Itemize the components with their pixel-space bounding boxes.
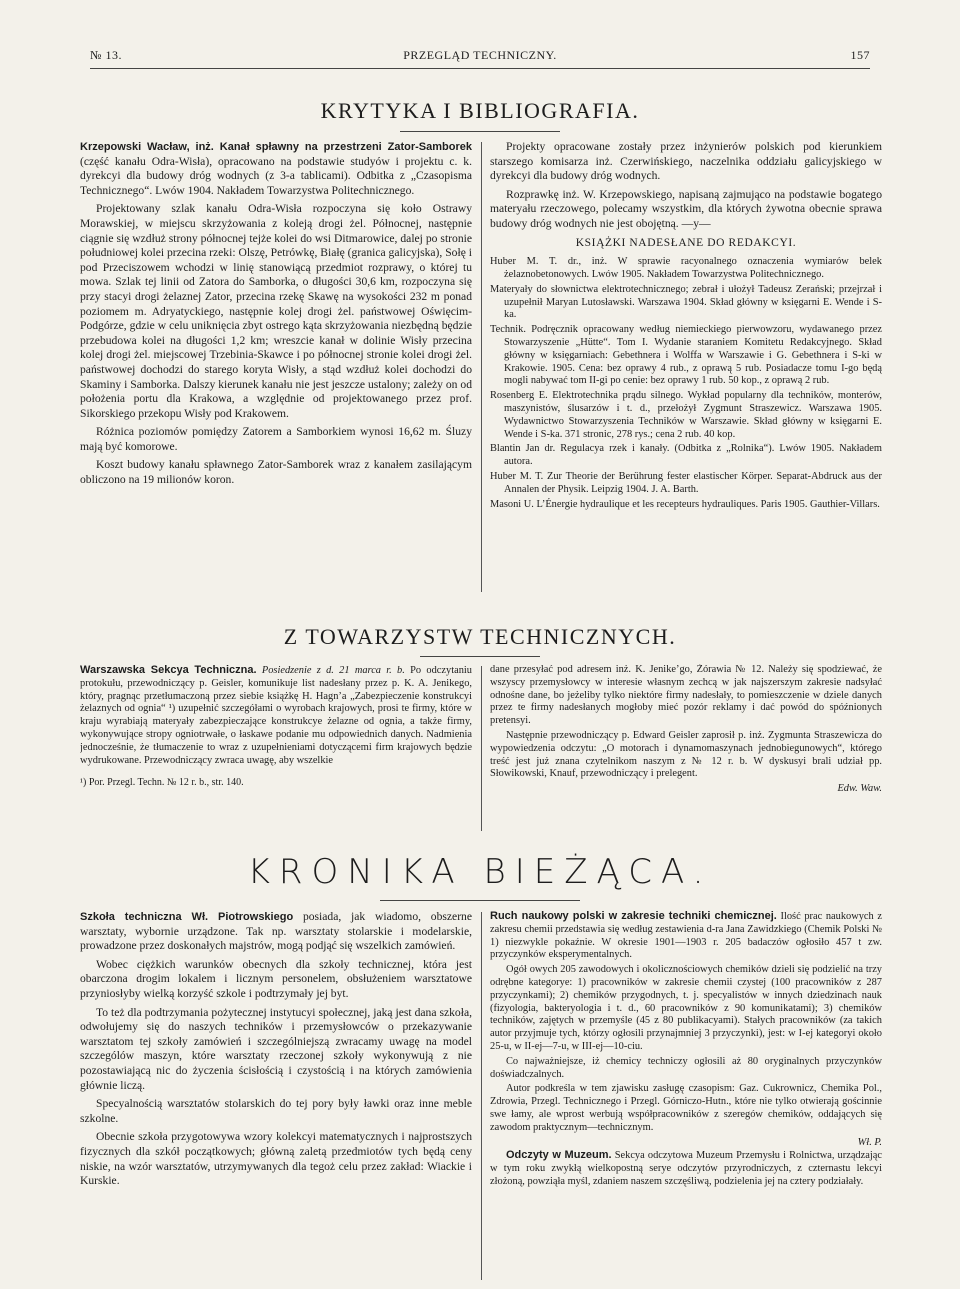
issue-number: № 13. <box>90 48 122 62</box>
news-paragraph: To też dla podtrzymania pożytecznej instytucyi społecznej, jaką jest dana szkoła, odwołujemy się do naszych techników i przemysłowców o przekazywanie warsztatom tej szkoły zamówień i szczególniejszą zwracamy uwagę na model szczególów maszyn, które warsztaty rzeczonej szkoły wykonywują z nie pozostawiającą nic do życzenia ścisłością i czystością i na których zamówienia głównie liczą. <box>80 1005 472 1092</box>
news-paragraph: Specyalnością warsztatów stolarskich do tej pory były ławki oraz inne meble szkolne. <box>80 1097 472 1125</box>
meeting-text: Po odczytaniu protokułu, przewodniczący p. Geisler, komunikuje list nadesłany przez p. K. A. Jenikego, który, pragnąc przetłumaczoną przez siebie książkę H. Hagn’a „Zabezpieczenie konstrukcyi żelaznych od ognia“ ¹) uzupełnić szczegółami o wyrobach krajowych, prosi te firmy, które w kraju wyrabiają materyały zabezpieczające konstrukcye żelazne od ognia, a także firmy, wykonywujące stropy ogniotrwałe, o łaskawe podanie mu odpowiednich danych. Nadmienia jednocześnie, że tłumaczenie to wraz z uzupełnieniami dotyczącemi firm krajowych będzie wydrukowane. Przewodniczący zwraca uwagę, aby wszelkie <box>80 665 472 766</box>
review-paragraph: Różnica poziomów pomiędzy Zatorem a Samborkiem wynosi 16,62 m. Śluzy mają być komorowe. <box>80 425 472 453</box>
book-entry: Technik. Podręcznik opracowany według niemieckiego pierwowzoru, wydawanego przez Stowarzyszenie „Hütte“. Tom I. Wydanie staraniem Komitetu Redakcyjnego. Skład główny w księgarniach: Gebethnera i Wolffa w Warszawie i G. Gebethnera i S-ki w Krakowie. 1905. Cena: bez oprawy 4 rub., z oprawą 5 rub. Posiadacze tomu I-go będą mogli nabywać tom II-gi po cenie: bez oprawy 1 rub. 50 kop., z oprawą 2 rub. <box>490 324 882 387</box>
news-lead: Ruch naukowy polski w zakresie techniki chemicznej. <box>490 910 777 922</box>
meeting-date: Posiedzenie z d. 21 marca r. b. <box>261 665 405 676</box>
journal-title: PRZEGLĄD TECHNICZNY. <box>403 48 557 62</box>
news-paragraph: Wobec ciężkich warunków obecnych dla szkoły technicznej, która jest obarczona drogim lokalem i licznym personelem, obsłużeniem warsztatowe przyniosłyby wielką korzyść szkole i podtrzymały jej byt. <box>80 957 472 1000</box>
section-title-towarzystwa: Z TOWARZYSTW TECHNICZNYCH. <box>283 624 677 649</box>
review-paragraph: Projektowany szlak kanału Odra-Wisła rozpoczyna się koło Ostrawy Morawskiej, w miejscu skrzyżowania z koleją drogi żel. Północnej, następnie ciągnie się wzdłuż strony północnej tejże kolei do wsi Ditmarowice, dalej po stronie południowej kolei przecina rzeki: Olszę, Petrówkę, Białę (granica galicyjska), Sołę i pod Przeciszowem wchodzi w linię stanowiącą przedmiot rozprawy, o której tu mowa. Szlak tej linii od Zatora do Samborka, o długości 30,6 km, rozpoczyna się przy stacyi drogi żelaznej Zator, przecina rzekę Skawę na wysokości 232 m ponad poziomem m. Adryatyckiego, następnie kolej drogi żel. państwowej Oświęcim-Podgórze, gdzie w celu uniknięcia zbyt ostrego kąta skrzyżowania niezbędną będzie przebudowa kolei na długości 1,2 km; wreszcie kanał w dolinie Wisły przecina kolej drogi żel. miejscowej Trzebinia-Skawce i po północnej stronie kolei drogi żel. państwowej dochodzi do starego koryta Wisły, a stąd wzdłuż kolei dochodzi do Skaminy i Samborka. Dalszy kierunek kanału nie jest jeszcze ustalony; zależy on od położenia portu dla Krakowa, a względnie od projektowanego przez prof. Sikorskiego przekopu Wisły pod Krakowem. <box>80 202 472 420</box>
book-entry: Masoni U. L’Énergie hydraulique et les recepteurs hydrauliques. Paris 1905. Gauthier-Villars. <box>490 498 880 510</box>
book-entry: Blantin Jan dr. Regulacya rzek i kanały. (Odbitka z „Rolnika“). Lwów 1905. Nakładem autora. <box>490 443 882 468</box>
book-entry: Huber M. T. dr., inż. W sprawie racyonalnego oznaczenia wymiarów belek żelaznobetonowych. Lwów 1905. Nakładem Towarzystwa Politechnicznego. <box>490 256 882 280</box>
krytyka-left-column <box>80 140 472 595</box>
kronika-left-column <box>80 910 472 1282</box>
books-list <box>490 256 882 511</box>
news-lead: Szkoła techniczna Wł. Piotrowskiego <box>80 911 294 923</box>
review-lead: Krzepowski Wacław, inż. Kanał spławny na przestrzeni Zator-Samborek <box>80 141 472 153</box>
running-head <box>90 48 870 66</box>
section-rule <box>400 131 560 132</box>
towarzystwa-left-column <box>80 664 472 834</box>
review-paragraph: Projekty opracowane zostały przez inżynierów polskich pod kierunkiem starszego komisarza inż. Czerwińskiego, naczelnika oddziału galicyjskiego w dyrekcyi dla budowy dróg wodnych. <box>490 140 882 183</box>
news-paragraph: Obecnie szkoła przygotowywa wzory kolekcyi matematycznych i najprostszych fizycznych dla szkół początkowych; główną zaletą przedmiotów tych będą ceny niskie, na wzór warsztatów, utrzymywanych dla tegoż celu przez zakład: Wiackie i Kurskie. <box>80 1130 472 1188</box>
page-number: 157 <box>850 48 870 62</box>
section-rule <box>380 900 580 901</box>
section-rule <box>420 656 540 657</box>
section-title-krytyka: KRYTYKA I BIBLIOGRAFIA. <box>320 98 640 123</box>
column-divider <box>481 666 482 831</box>
books-heading: KSIĄŻKI NADESŁANE DO REDAKCYI. <box>575 236 797 249</box>
review-paragraph: Rozprawkę inż. W. Krzepowskiego, napisaną zajmująco na podstawie bogatego materyału rzeczowego, polecamy wszystkim, dla których żywotna obecnie sprawa budowy dróg wodnych nie jest obojętną. <box>490 187 882 230</box>
towarzystwa-right-column <box>490 664 882 834</box>
review-paragraph: Koszt budowy kanału spławnego Zator-Samborek wraz z kanałem zasilającym obliczono na 19 milionów koron. <box>80 458 472 487</box>
news-text: posiada, jak wiadomo, obszerne warsztaty, wybornie urządzone. Tak np. warsztaty stolarskie i modelarskie, prowadzone przez doskonałych majstrów, mogą podjąć się wszelkich zamówień. <box>80 910 472 953</box>
meeting-text: dane przesyłać pod adresem inż. K. Jenike’go, Żórawia № 12. Należy się spodziewać, że wszyscy przemysłowcy w interesie własnym zechcą w jak najszerszym zakresie nadsyłać odnośne dane, bo jeżeliby tylko niektóre firmy nadesłały, to pomieszczenie w dziele danych przez te firmy nadesłanych mogłoby mieć pozór reklamy i dać powód do spóźnionych pretensyi. <box>490 664 882 727</box>
book-entry: Huber M. T. Zur Theorie der Berührung fester elastischer Körper. Separat-Abdruck aus der Annalen der Physik. Leipzig 1904. J. A. Barth. <box>490 470 882 495</box>
news-lead: Odczyty w Muzeum. <box>506 1149 612 1162</box>
meeting-text: Następnie przewodniczący p. Edward Geisler zaprosił p. inż. Zygmunta Straszewicza do wypowiedzenia odczytu: „O motorach i dynamomaszynach jednobiegunowych“, którego treść jest już znana czytelnikom naszym z № 12 r. b. W dyskusyi brali udział pp. Słowikowski, Knauf, przewodniczący i prelegent. <box>490 729 882 780</box>
news-signature: Wł. P. <box>857 1136 882 1148</box>
column-divider <box>481 912 482 1280</box>
society-lead: Warszawska Sekcya Techniczna. <box>80 664 257 676</box>
news-paragraph: Co najważniejsze, iż chemicy techniczy ogłosili aż 80 oryginalnych przyczynków doświadczalnych. <box>490 1055 882 1080</box>
news-text: Ilość prac naukowych z zakresu chemii przedstawia się według zestawienia d-ra Jana Zawidzkiego (Chemik Polski № 1) niezwykle pokaźnie. W okresie 1901—1903 r. 205 badaczów ogłosiło 457 t zw. przyczynków eksperymentalnych. <box>490 911 882 961</box>
review-signature: —y— <box>681 216 711 230</box>
column-divider <box>481 142 482 592</box>
news-paragraph: Autor podkreśla w tem zjawisku zasługę czasopism: Gaz. Cukrownicz, Chemika Pol., Zdrowia, Przegl. Technicznego i Przegl. Górniczo-Hutn., które nie tylko otwierają gościnnie swe łamy, ale wprost werbują współpracowników z szeregów chemików, oddających się zawodom praktycznym—technicznym. <box>490 1083 882 1133</box>
section-title-kronika: KRONIKA BIEŻĄCA. <box>247 852 713 892</box>
krytyka-right-column <box>490 140 882 595</box>
kronika-right-column <box>490 910 882 1282</box>
meeting-signature: Edw. Waw. <box>837 783 882 795</box>
news-text: Sekcya odczytowa Muzeum Przemysłu i Rolnictwa, urządzając w tym roku zwykłą wielkopostną serye odczytów przyrodniczych, z czternastu lekcyi złożoną, powziąła myśl, zdaniem naszem szczęśliwą, podzielenia jej na cztery podziałały. <box>490 1150 882 1187</box>
header-rule <box>90 68 870 69</box>
book-entry: Rosenberg E. Elektrotechnika prądu silnego. Wykład popularny dla techników, monterów, maszynistów, ślusarzów i t. d., przełożył Zygmunt Straszewicz. Warszawa 1905. Wydawnictwo Stowarzyszenia Techników w Warszawie. Skład główny w księgarni E. Wende i S-ka. 371 stronic, 278 rys.; cena 2 rub. 40 kop. <box>490 390 882 440</box>
footnote: ¹) Por. Przegl. Techn. № 12 r. b., str. 140. <box>80 777 244 789</box>
news-paragraph: Ogół owych 205 zawodowych i okolicznościowych chemików dzieli się podzielić na trzy odrębne kategorye: 1) pracowników w zakresie chemii czystej (100 pracowników z 287 przyczynkami); 2) chemików przygodnych, t. j. specyalistów w innych dziedzinach nauk (fizyologia, bakteryologia i t. d., 60 pracowników z 90 komunikatami); 3) chemików techników, zajętych w przemyśle (45 z 80 publikacyami). Stałych pracowników (za takich autor przyjmuje tych, którzy ogłosili przynajmniej 3 przyczynki), jest: w I-ej kategoryi około 25-u, w II-ej—7-u, w III-ej—10-ciu. <box>490 964 882 1052</box>
book-entry: Materyały do słownictwa elektrotechnicznego; zebrał i ułożył Tadeusz Zerański; przejrzał i uzupełnił Maryan Lutosławski. Warszawa 1904. Skład główny w księgarni E. Wende i S-ka. <box>490 283 882 321</box>
review-text: (część kanału Odra-Wisła), opracowano na podstawie studyów i projektu c. k. dyrekcyi dla budowy dróg wodnych (z 3-a tablicami). Odbitka z „Czasopisma Technicznego“. Lwów 1904. Nakładem Towarzystwa Politechnicznego. <box>80 154 472 197</box>
